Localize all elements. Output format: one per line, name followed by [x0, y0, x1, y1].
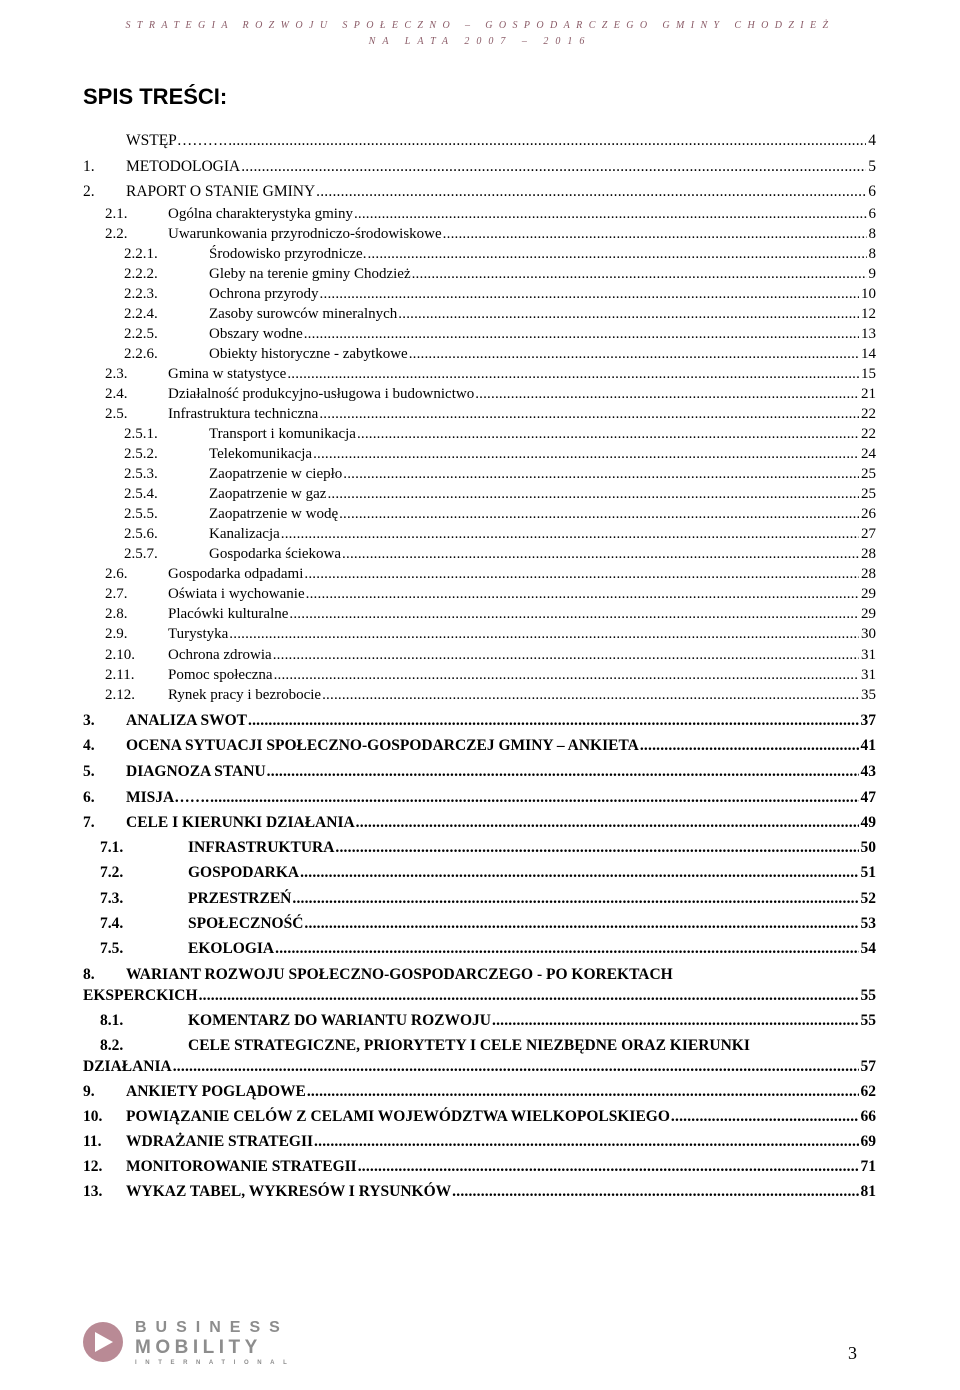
dot-leader	[313, 444, 859, 464]
toc-entry-page: 14	[861, 346, 876, 362]
toc-entry-title: RAPORT O STANIE GMINY	[126, 183, 316, 200]
dot-leader	[241, 157, 866, 177]
toc-entry[interactable]	[83, 364, 876, 384]
toc-entry-title: Obiekty historyczne - zabytkowe	[209, 346, 408, 362]
dot-leader	[304, 324, 859, 344]
toc-entry[interactable]	[83, 131, 876, 151]
toc-title: SPIS TREŚCI:	[83, 84, 228, 109]
dot-leader	[322, 685, 859, 705]
toc-entry-number: 2.1.	[105, 206, 128, 222]
toc-entry-first-line	[83, 1036, 893, 1056]
toc-entry-title: KOMENTARZ DO WARIANTU ROZWOJU	[188, 1012, 491, 1029]
toc-entry-number: 7.5.	[100, 940, 124, 957]
toc-entry-title: OCENA SYTUACJI SPOŁECZNO-GOSPODARCZEJ GMINY – ANKIETA	[126, 737, 639, 754]
logo-line-1: BUSINESS	[135, 1319, 289, 1336]
dot-leader	[275, 939, 858, 959]
toc-entry-page: 41	[860, 737, 876, 754]
toc-entry[interactable]	[83, 157, 876, 177]
toc-entry-number: 2.2.1.	[124, 246, 158, 262]
dot-leader	[343, 464, 859, 484]
toc-entry-number: 2.2.3.	[124, 286, 158, 302]
toc-entry-title: Turystyka	[168, 626, 229, 642]
toc-entry-title: ANALIZA SWOT	[126, 712, 248, 729]
dot-leader	[452, 1182, 858, 1202]
running-header	[0, 18, 960, 50]
toc-entry-title: Zaopatrzenie w wodę	[209, 506, 339, 522]
toc-entry-number: 2.2.6.	[124, 346, 158, 362]
toc-entry-page: 62	[860, 1083, 876, 1100]
toc-entry-title: EKSPERCKICH	[83, 987, 198, 1004]
toc-entry[interactable]	[83, 645, 876, 665]
toc-entry-page: 28	[861, 566, 876, 582]
toc-entry-title: CELE I KIERUNKI DZIAŁANIA	[126, 814, 355, 831]
toc-entry-title: Gospodarka odpadami	[168, 566, 304, 582]
header-line-1: STRATEGIA ROZWOJU SPOŁECZNO – GOSPODARCZEGO GMINY CHODZIEŻ	[125, 20, 835, 31]
toc-entry-title: PRZESTRZEŃ	[188, 890, 292, 907]
dot-leader	[342, 544, 859, 564]
toc-entry[interactable]	[83, 424, 876, 444]
toc-entry-page: 22	[861, 406, 876, 422]
toc-entry-page: 55	[860, 987, 876, 1004]
toc-entry[interactable]	[83, 813, 876, 833]
toc-entry[interactable]	[83, 304, 876, 324]
toc-entry-page: 8	[868, 246, 876, 262]
toc-entry-number: 2.10.	[105, 647, 135, 663]
toc-entry-number: 8.1.	[100, 1012, 124, 1029]
toc-entry[interactable]	[83, 504, 876, 524]
dot-leader	[314, 1132, 858, 1152]
toc-entry-number: 2.9.	[105, 626, 128, 642]
toc-entry-page: 9	[868, 266, 876, 282]
toc-entry[interactable]	[83, 224, 876, 244]
toc-entry-page: 29	[861, 586, 876, 602]
play-arrow-icon	[83, 1322, 123, 1362]
toc-entry-number: 8.	[83, 966, 95, 983]
toc-entry-number: 5.	[83, 763, 95, 780]
toc-entry-title: Gospodarka ściekowa	[209, 546, 342, 562]
toc-entry-title: Pomoc społeczna	[168, 667, 273, 683]
toc-entry[interactable]	[83, 788, 876, 808]
toc-entry-title: Telekomunikacja	[209, 446, 313, 462]
page-number: 3	[848, 1343, 857, 1363]
toc-entry-page: 25	[861, 486, 876, 502]
toc-entry-title: GOSPODARKA	[188, 864, 300, 881]
toc-entry[interactable]	[83, 838, 876, 858]
toc-entry[interactable]	[83, 182, 876, 202]
toc-entry-page: 71	[860, 1158, 876, 1175]
dot-leader	[443, 224, 867, 244]
dot-leader	[199, 986, 859, 1006]
toc-entry-title: INFRASTRUKTURA	[188, 839, 335, 856]
dot-leader	[316, 182, 866, 202]
toc-entry-number: 7.1.	[100, 839, 124, 856]
toc-entry[interactable]	[83, 711, 876, 731]
toc-entry-number: 2.	[83, 183, 95, 200]
toc-entry-title-line-1: CELE STRATEGICZNE, PRIORYTETY I CELE NIEZBĘDNE ORAZ KIERUNKI	[188, 1037, 750, 1054]
toc-entry-number: 12.	[83, 1158, 103, 1175]
toc-entry-title: POWIĄZANIE CELÓW Z CELAMI WOJEWÓDZTWA WIELKOPOLSKIEGO	[126, 1108, 670, 1125]
toc-entry[interactable]	[83, 889, 876, 909]
toc-entry-number: 2.5.5.	[124, 506, 158, 522]
toc-entry-page: 6	[868, 206, 876, 222]
toc-entry-title: DIAGNOZA STANU	[126, 763, 266, 780]
dot-leader	[289, 604, 859, 624]
toc-entry-title: ANKIETY POGLĄDOWE	[126, 1083, 306, 1100]
toc-entry-title: MONITOROWANIE STRATEGII	[126, 1158, 357, 1175]
toc-entry-number: 7.	[83, 814, 95, 831]
toc-entry-title: Rynek pracy i bezrobocie	[168, 687, 322, 703]
toc-entry-first-line	[83, 965, 876, 985]
toc-entry[interactable]	[83, 464, 876, 484]
dot-leader	[339, 504, 859, 524]
toc-entry[interactable]	[83, 736, 876, 756]
toc-entry-page: 29	[861, 606, 876, 622]
toc-entry[interactable]	[83, 1132, 876, 1152]
toc-entry-title: WSTĘP……….	[126, 132, 228, 149]
toc-entry-title: Obszary wodne	[209, 326, 303, 342]
toc-entry-title: Ogólna charakterystyka gminy	[168, 206, 353, 222]
toc-entry-page: 31	[861, 667, 876, 683]
toc-entry-title: Środowisko przyrodnicze.	[209, 246, 367, 262]
toc-entry-number: 2.3.	[105, 366, 128, 382]
toc-entry-title: Transport i komunikacja	[209, 426, 356, 442]
toc-entry[interactable]	[83, 665, 876, 685]
toc-entry[interactable]	[83, 524, 876, 544]
dot-leader	[307, 1082, 859, 1102]
toc-entry-number: 2.4.	[105, 386, 128, 402]
dot-leader	[248, 711, 858, 731]
toc-entry-page: 53	[860, 915, 876, 932]
toc-entry[interactable]	[83, 1182, 876, 1202]
toc-entry-title: SPOŁECZNOŚĆ	[188, 915, 304, 932]
toc-entry-title: Gleby na terenie gminy Chodzież	[209, 266, 411, 282]
dot-leader	[304, 914, 858, 934]
dot-leader	[319, 404, 859, 424]
dot-leader	[640, 736, 859, 756]
toc-entry-number: 2.2.2.	[124, 266, 158, 282]
toc-entry[interactable]	[83, 344, 876, 364]
toc-entry-number: 6.	[83, 789, 95, 806]
toc-entry-title: Ochrona zdrowia	[168, 647, 272, 663]
toc-entry-page: 6	[868, 183, 876, 200]
dot-leader	[475, 384, 859, 404]
toc-entry[interactable]	[83, 284, 876, 304]
toc-entry-title: WYKAZ TABEL, WYKRESÓW I RYSUNKÓW	[126, 1183, 452, 1200]
header-line-2: NA LATA 2007 – 2016	[368, 36, 592, 47]
dot-leader	[173, 1057, 859, 1077]
toc-entry-page: 51	[860, 864, 876, 881]
toc-entry-page: 26	[861, 506, 876, 522]
toc-entry[interactable]	[83, 685, 876, 705]
toc-entry[interactable]	[83, 324, 876, 344]
toc-entry-number: 7.4.	[100, 915, 124, 932]
toc-entry-number: 2.7.	[105, 586, 128, 602]
toc-entry-page: 81	[860, 1183, 876, 1200]
toc-entry-number: 2.5.2.	[124, 446, 158, 462]
toc-entry[interactable]	[83, 204, 876, 224]
toc-entry-page: 54	[860, 940, 876, 957]
toc-entry-page: 55	[860, 1012, 876, 1029]
toc-entry[interactable]	[83, 914, 876, 934]
toc-entry[interactable]	[83, 624, 876, 644]
toc-entry[interactable]	[83, 384, 876, 404]
toc-entry-page: 22	[861, 426, 876, 442]
dot-leader	[358, 1157, 859, 1177]
toc-entry-page: 27	[861, 526, 876, 542]
toc-entry-title: Uwarunkowania przyrodniczo-środowiskowe	[168, 226, 442, 242]
toc-entry[interactable]	[83, 404, 876, 424]
toc-entry-title: Zaopatrzenie w gaz	[209, 486, 327, 502]
toc-entry-page: 57	[860, 1058, 876, 1075]
toc-entry-page: 21	[861, 386, 876, 402]
dot-leader	[354, 204, 867, 224]
toc-entry-page: 47	[860, 789, 876, 806]
toc-entry-number: 11.	[83, 1133, 102, 1150]
dot-leader	[300, 863, 858, 883]
dot-leader	[304, 564, 859, 584]
toc-entry-page: 5	[868, 158, 876, 175]
toc-entry[interactable]	[83, 863, 876, 883]
toc-entry-page: 28	[861, 546, 876, 562]
toc-entry-number: 3.	[83, 712, 95, 729]
toc-entry-number: 2.2.	[105, 226, 128, 242]
toc-entry-number: 2.5.4.	[124, 486, 158, 502]
logo-line-3: INTERNATIONAL	[135, 1360, 296, 1366]
dot-leader	[412, 264, 867, 284]
toc-entry-number: 7.3.	[100, 890, 124, 907]
dot-leader	[273, 645, 859, 665]
toc-entry-page: 24	[861, 446, 876, 462]
dot-leader	[320, 284, 859, 304]
dot-leader	[367, 244, 866, 264]
toc-entry-page: 43	[860, 763, 876, 780]
toc-entry-page: 30	[861, 626, 876, 642]
toc-entry[interactable]	[83, 1011, 876, 1031]
toc-entry-number: 4.	[83, 737, 95, 754]
dot-leader	[671, 1107, 859, 1127]
toc-entry-title: Zasoby surowców mineralnych	[209, 306, 398, 322]
dot-leader	[335, 838, 858, 858]
toc-entry-title: Zaopatrzenie w ciepło	[209, 466, 343, 482]
toc-entry[interactable]	[83, 244, 876, 264]
toc-entry[interactable]	[83, 986, 876, 1006]
toc-entry[interactable]	[83, 1082, 876, 1102]
toc-entry-page: 8	[868, 226, 876, 242]
dot-leader	[229, 624, 859, 644]
dot-leader	[228, 131, 866, 151]
toc-entry-title: Kanalizacja	[209, 526, 280, 542]
toc-entry[interactable]	[83, 1107, 876, 1127]
dot-leader	[357, 424, 859, 444]
dot-leader	[409, 344, 859, 364]
toc-entry-number: 8.2.	[100, 1037, 124, 1054]
toc-entry[interactable]	[83, 1057, 876, 1077]
toc-entry-title: DZIAŁANIA	[83, 1058, 172, 1075]
toc-entry-number: 2.5.3.	[124, 466, 158, 482]
toc-entry-number: 2.8.	[105, 606, 128, 622]
toc-entry[interactable]	[83, 1157, 876, 1177]
toc-entry-page: 15	[861, 366, 876, 382]
toc-entry-number: 13.	[83, 1183, 103, 1200]
dot-leader	[292, 889, 858, 909]
business-mobility-logo	[83, 1318, 298, 1368]
toc-entry-title: EKOLOGIA	[188, 940, 275, 957]
toc-entry-title: Placówki kulturalne	[168, 606, 289, 622]
toc-entry[interactable]	[83, 444, 876, 464]
dot-leader	[356, 813, 859, 833]
toc-entry-page: 66	[860, 1108, 876, 1125]
toc-entry-page: 50	[860, 839, 876, 856]
toc-entry-number: 2.12.	[105, 687, 135, 703]
toc-entry-page: 49	[860, 814, 876, 831]
toc-entry-title-line-1: WARIANT ROZWOJU SPOŁECZNO-GOSPODARCZEGO - PO KOREKTACH	[126, 966, 673, 983]
toc-entry[interactable]	[83, 584, 876, 604]
toc-entry-page: 52	[860, 890, 876, 907]
toc-entry-page: 69	[860, 1133, 876, 1150]
toc-entry-title: METODOLOGIA	[126, 158, 241, 175]
toc-entry-number: 2.5.	[105, 406, 128, 422]
toc-entry-title: WDRAŻANIE STRATEGII	[126, 1133, 314, 1150]
toc-entry-page: 12	[861, 306, 876, 322]
toc-entry-title: Gmina w statystyce	[168, 366, 287, 382]
toc-entry-page: 4	[868, 132, 876, 149]
toc-entry-number: 1.	[83, 158, 95, 175]
toc-entry-number: 2.5.6.	[124, 526, 158, 542]
dot-leader	[398, 304, 859, 324]
toc-entry[interactable]	[83, 264, 876, 284]
toc-entry-page: 37	[860, 712, 876, 729]
toc-entry-title: Ochrona przyrody	[209, 286, 319, 302]
toc-entry-number: 2.5.1.	[124, 426, 158, 442]
toc-entry-number: 7.2.	[100, 864, 124, 881]
dot-leader	[267, 762, 859, 782]
toc-entry-title: Działalność produkcyjno-usługowa i budownictwo	[168, 386, 475, 402]
toc-entry-page: 10	[861, 286, 876, 302]
toc-entry[interactable]	[83, 564, 876, 584]
toc-entry[interactable]	[83, 544, 876, 564]
dot-leader	[327, 484, 859, 504]
dot-leader	[306, 584, 859, 604]
toc-entry[interactable]	[83, 484, 876, 504]
toc-entry-page: 25	[861, 466, 876, 482]
toc-entry[interactable]	[83, 762, 876, 782]
toc-entry-number: 2.5.7.	[124, 546, 158, 562]
toc-entry-number: 2.2.5.	[124, 326, 158, 342]
toc-entry-number: 2.6.	[105, 566, 128, 582]
dot-leader	[210, 788, 858, 808]
toc-entry-page: 35	[861, 687, 876, 703]
toc-entry-number: 2.2.4.	[124, 306, 158, 322]
toc-entry-number: 9.	[83, 1083, 95, 1100]
dot-leader	[287, 364, 859, 384]
toc-entry-title: Oświata i wychowanie	[168, 586, 305, 602]
toc-entry-number: 10.	[83, 1108, 103, 1125]
toc-entry-page: 13	[861, 326, 876, 342]
toc-entry-title: Infrastruktura techniczna	[168, 406, 319, 422]
toc-entry[interactable]	[83, 939, 876, 959]
toc-entry-title: MISJA…….	[126, 789, 210, 806]
toc-entry-page: 31	[861, 647, 876, 663]
logo-wordmark	[135, 1318, 295, 1366]
toc-entry[interactable]	[83, 604, 876, 624]
dot-leader	[281, 524, 859, 544]
toc-entry-number: 2.11.	[105, 667, 135, 683]
dot-leader	[492, 1011, 859, 1031]
logo-line-2: MOBILITY	[135, 1337, 262, 1358]
dot-leader	[274, 665, 859, 685]
